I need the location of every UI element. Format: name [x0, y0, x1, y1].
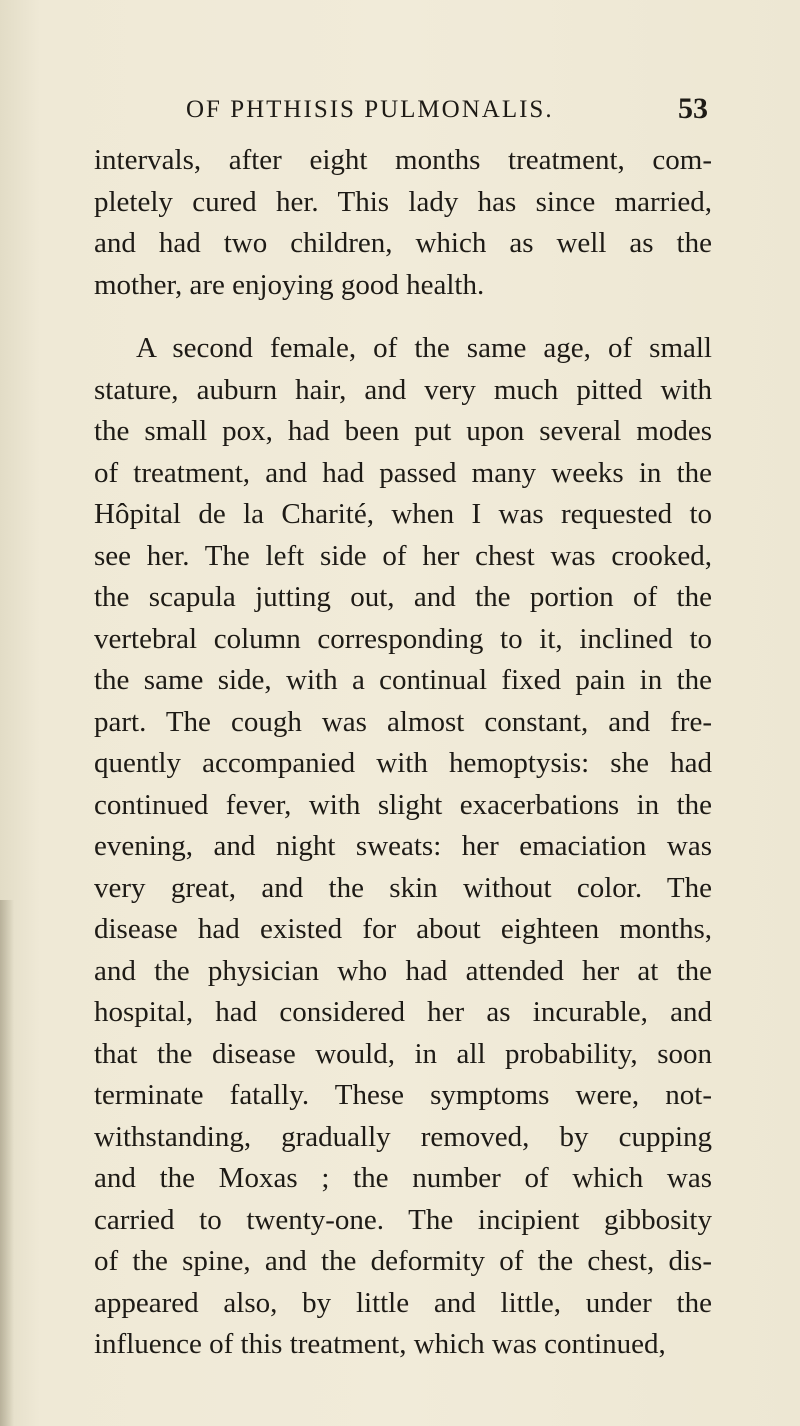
text-line: part. The cough was almost constant, and fre- — [94, 705, 712, 738]
body-text — [94, 140, 712, 1366]
text-line: continued fever, with slight exacerbations in the — [94, 788, 712, 821]
text-line: see her. The left side of her chest was crooked, — [94, 539, 712, 572]
text-line: disease had existed for about eighteen months, — [94, 913, 712, 945]
text-line: that the disease would, in all probability, soon — [94, 1037, 712, 1070]
text-line: Hôpital de la Charité, when I was requested to — [94, 498, 712, 530]
text-line: of treatment, and had passed many weeks in the — [94, 456, 712, 489]
text-line: the same side, with a continual fixed pain in the — [94, 664, 712, 696]
text-line: pletely cured her. This lady has since married, — [94, 185, 712, 218]
paragraph-2 — [94, 328, 712, 1366]
running-title: OF PHTHISIS PULMONALIS. — [186, 96, 554, 123]
text-line: stature, auburn hair, and very much pitted with — [94, 373, 712, 406]
text-line: A second female, of the same age, of small — [136, 332, 712, 364]
text-line: and had two children, which as well as the — [94, 227, 712, 259]
binding-shadow — [0, 900, 14, 1426]
text-line: terminate fatally. These symptoms were, not- — [94, 1079, 712, 1111]
text-line: and the physician who had attended her at the — [94, 954, 712, 987]
text-line: quently accompanied with hemoptysis: she had — [94, 747, 712, 779]
paragraph-1 — [94, 140, 712, 306]
text-line: mother, are enjoying good health. — [94, 268, 485, 301]
text-line: hospital, had considered her as incurable, and — [94, 996, 712, 1028]
text-line: carried to twenty-one. The incipient gibbosity — [94, 1203, 712, 1236]
text-line: of the spine, and the deformity of the chest, dis- — [94, 1245, 712, 1277]
text-line: evening, and night sweats: her emaciation was — [94, 830, 712, 862]
text-line: influence of this treatment, which was continued, — [94, 1328, 666, 1360]
text-line: intervals, after eight months treatment, com- — [94, 144, 712, 176]
text-line: and the Moxas ; the number of which was — [94, 1162, 712, 1194]
paragraph-gap — [94, 306, 712, 328]
page-number: 53 — [678, 92, 708, 125]
text-line: very great, and the skin without color. The — [94, 871, 712, 904]
text-line: the scapula jutting out, and the portion of the — [94, 581, 712, 613]
text-line: appeared also, by little and little, under the — [94, 1286, 712, 1319]
text-line: vertebral column corresponding to it, inclined to — [94, 622, 712, 655]
text-line: the small pox, had been put upon several modes — [94, 415, 712, 447]
text-line: withstanding, gradually removed, by cupping — [94, 1120, 712, 1153]
